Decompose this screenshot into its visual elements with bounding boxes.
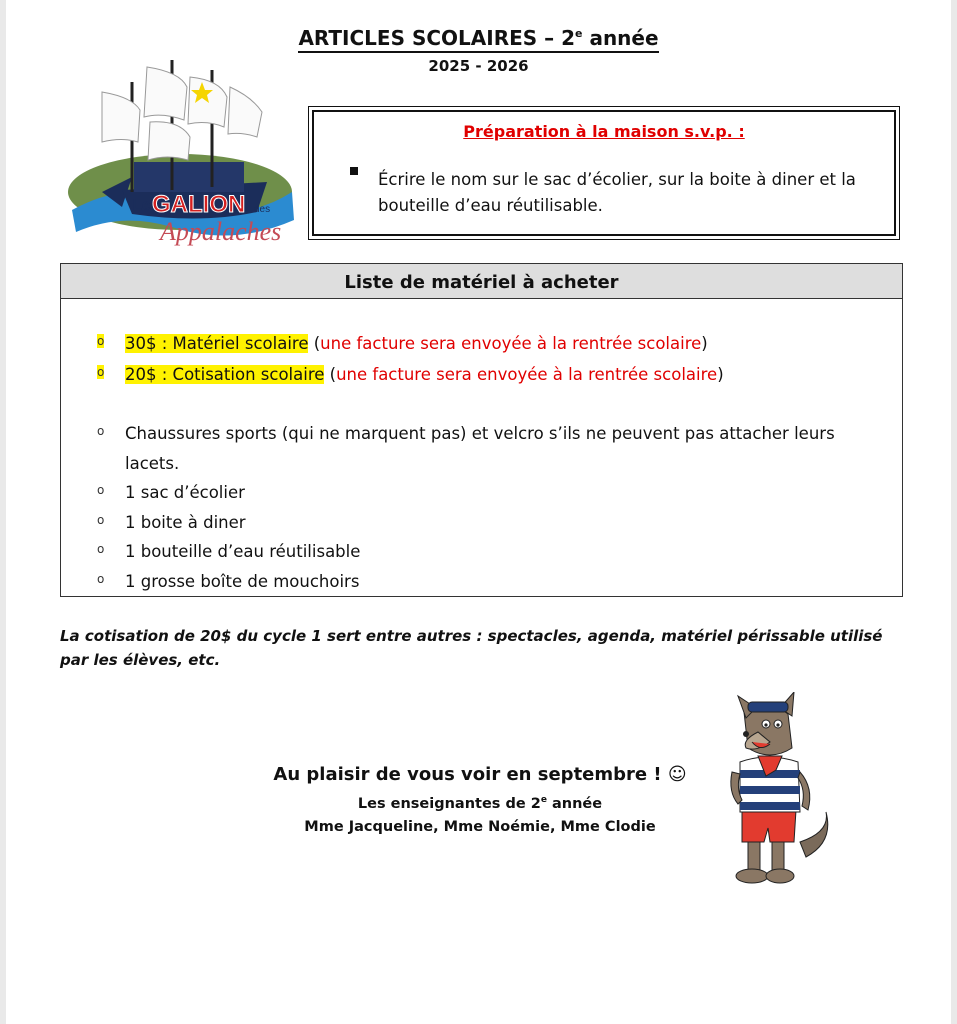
ship-logo-icon [62, 42, 302, 250]
preparation-box [308, 106, 900, 240]
circle-bullet-icon: o [97, 334, 105, 348]
svg-text:Le: Le [132, 197, 151, 214]
preparation-title: Préparation à la maison s.v.p. : [463, 122, 745, 141]
circle-bullet-icon: o [97, 572, 105, 586]
circle-bullet-icon: o [97, 542, 105, 556]
school-year: 2025 - 2026 [428, 57, 529, 75]
preparation-item: Écrire le nom sur le sac d’écolier, sur la boite à diner et la bouteille d’eau réutilisable. [378, 170, 856, 215]
fee-note: La cotisation de 20$ du cycle 1 sert entre autres : spectacles, agenda, matériel périssable utilisé par les élèves, etc. [60, 627, 883, 669]
square-bullet-icon [350, 167, 358, 175]
document-title: ARTICLES SCOLAIRES – 2e année [0, 26, 957, 50]
circle-bullet-icon: o [97, 483, 105, 497]
svg-text:des: des [254, 204, 271, 215]
svg-text:Appalaches: Appalaches [160, 217, 282, 246]
circle-bullet-icon: o [97, 424, 105, 438]
material-list-header: Liste de matériel à acheter [61, 264, 902, 299]
teacher-names: Mme Jacqueline, Mme Noémie, Mme Clodie [304, 819, 656, 835]
circle-bullet-icon: o [97, 365, 105, 379]
wolf-mascot-icon [722, 692, 834, 892]
circle-bullet-icon: o [97, 513, 105, 527]
closing-greeting: Au plaisir de vous voir en septembre ! ☺ [273, 764, 687, 785]
material-list: Liste de matériel à acheter o 30$ : Matériel scolaire (une facture sera envoyée à la rentrée scolaire) o 20$ : Cotisation scolaire (une facture sera envoyée à la rentrée scolaire) o Chaussures sports (qui ne marquent pas) et velcro s’ils ne peuvent pas attacher leurs lacets. o 1 sac d’écolier o 1 boite à diner o 1 bouteille d’eau réutilisable o 1 grosse boîte de mouchoirs [60, 263, 903, 597]
svg-text:GALION: GALION [152, 191, 246, 218]
closing-signature: Les enseignantes de 2e année [357, 795, 603, 812]
